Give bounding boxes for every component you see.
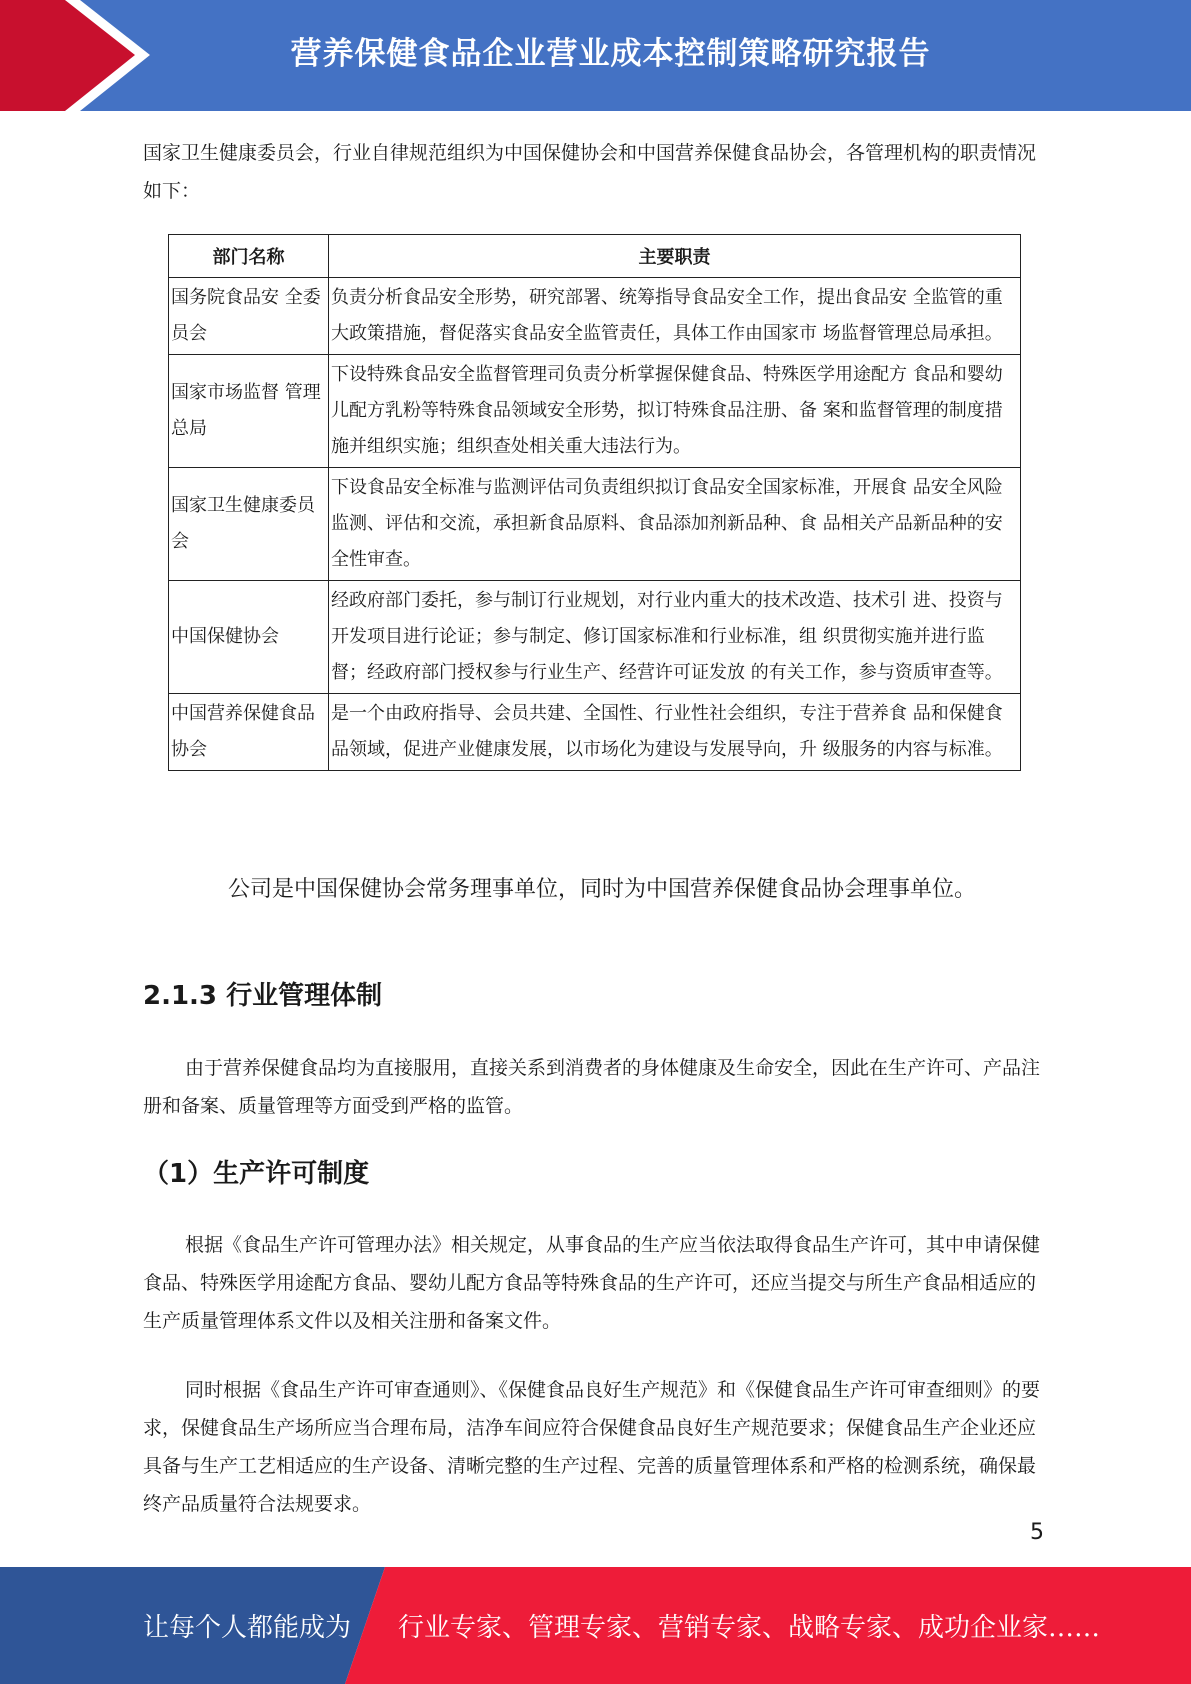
column-header-dept: 部门名称 <box>169 235 329 278</box>
dept-cell: 国家卫生健康委员会 <box>169 468 329 581</box>
duty-cell: 下设特殊食品安全监督管理司负责分析掌握保健食品、特殊医学用途配方 食品和婴幼儿配方乳粉等特殊食品领域安全形势，拟订特殊食品注册、备 案和监督管理的制度措施并组织实施；组织查处相关重大违法行为。 <box>329 355 1021 468</box>
column-header-duty: 主要职责 <box>329 235 1021 278</box>
dept-cell: 中国保健协会 <box>169 581 329 694</box>
table-header-row <box>169 235 1021 278</box>
license-paragraph-2: 同时根据《食品生产许可审查通则》、《保健食品良好生产规范》和《保健食品生产许可审查细则》的要求，保健食品生产场所应当合理布局，洁净车间应符合保健食品良好生产规范要求；保健食品生产企业还应具备与生产工艺相适应的生产设备、清晰完整的生产过程、完善的质量管理体系和严格的检测系统，确保最终产品质量符合法规要求。 <box>143 1379 1041 1515</box>
company-note: 公司是中国保健协会常务理事单位，同时为中国营养保健食品协会理事单位。 <box>228 877 977 902</box>
table-row <box>169 468 1021 581</box>
table-row <box>169 581 1021 694</box>
duty-cell: 经政府部门委托，参与制订行业规划，对行业内重大的技术改造、技术引 进、投资与开发项目进行论证；参与制定、修订国家标准和行业标准，组 织贯彻实施并进行监督；经政府部门授权参与行业生产、经营许可证发放 的有关工作，参与资质审查等。 <box>329 581 1021 694</box>
license-paragraph-1: 根据《食品生产许可管理办法》相关规定，从事食品的生产应当依法取得食品生产许可，其中申请保健食品、特殊医学用途配方食品、婴幼儿配方食品等特殊食品的生产许可，还应当提交与所生产食品相适应的生产质量管理体系文件以及相关注册和备案文件。 <box>143 1234 1041 1332</box>
responsibility-table <box>168 234 1021 771</box>
table-row <box>169 694 1021 771</box>
page-footer <box>0 1567 1191 1684</box>
sub-heading: （1）生产许可制度 <box>143 1159 370 1189</box>
section-heading: 2.1.3 行业管理体制 <box>143 981 383 1011</box>
intro-paragraph: 国家卫生健康委员会，行业自律规范组织为中国保健协会和中国营养保健食品协会，各管理机构的职责情况如下： <box>143 142 1037 202</box>
dept-cell: 国家市场监督 管理总局 <box>169 355 329 468</box>
duty-cell: 下设食品安全标准与监测评估司负责组织拟订食品安全国家标准，开展食 品安全风险监测、评估和交流，承担新食品原料、食品添加剂新品种、食 品相关产品新品种的安全性审查。 <box>329 468 1021 581</box>
footer-slogan-left: 让每个人都能成为 <box>143 1613 352 1643</box>
duty-cell: 负责分析食品安全形势，研究部署、统筹指导食品安全工作，提出食品安 全监管的重大政策措施，督促落实食品安全监管责任，具体工作由国家市 场监督管理总局承担。 <box>329 278 1021 355</box>
report-title: 营养保健食品企业营业成本控制策略研究报告 <box>290 35 931 72</box>
page-number: 5 <box>1030 1520 1044 1545</box>
dept-cell: 中国营养保健食品协会 <box>169 694 329 771</box>
dept-cell: 国务院食品安 全委员会 <box>169 278 329 355</box>
table-row <box>169 278 1021 355</box>
section-paragraph: 由于营养保健食品均为直接服用，直接关系到消费者的身体健康及生命安全，因此在生产许可、产品注册和备案、质量管理等方面受到严格的监管。 <box>143 1057 1041 1117</box>
duty-cell: 是一个由政府指导、会员共建、全国性、行业性社会组织，专注于营养食 品和保健食品领域，促进产业健康发展，以市场化为建设与发展导向，升 级服务的内容与标准。 <box>329 694 1021 771</box>
table-row <box>169 355 1021 468</box>
footer-slogan-right: 行业专家、管理专家、营销专家、战略专家、成功企业家…… <box>398 1613 1101 1643</box>
page-header <box>0 0 1191 111</box>
